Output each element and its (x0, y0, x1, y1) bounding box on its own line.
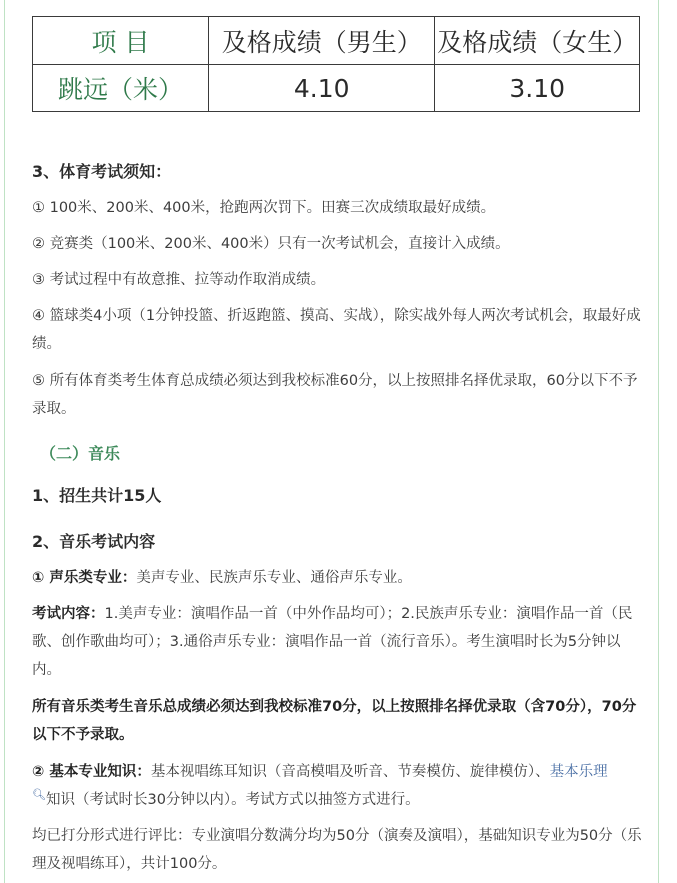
music-content-title: 2、音乐考试内容 (32, 532, 156, 551)
score-table (32, 16, 640, 112)
right-border (658, 0, 659, 883)
basic-text-2: 知识（考试时长30分钟以内）。考试方式以抽签方式进行。 (45, 792, 420, 808)
list-item: ⑤ 所有体育类考生体育总成绩必须达到我校标准60分，以上按照排名择优录取，60分以下不予录取。 (32, 373, 638, 417)
list-item: ② 竞赛类（100米、200米、400米）只有一次考试机会，直接计入成绩。 (32, 236, 510, 252)
header-male: 及格成绩（男生） (209, 17, 435, 65)
music-section-title: （二）音乐 (40, 444, 121, 463)
pe-notice-title: 3、体育考试须知： (32, 162, 172, 181)
table-row (33, 65, 640, 112)
vocal-label: ① 声乐类专业： (32, 570, 137, 586)
vocal-text: 美声专业、民族声乐专业、通俗声乐专业。 (136, 570, 412, 586)
basic-text-1: 基本视唱练耳知识（音高模唱及听音、节奏模仿、旋律模仿）、 (150, 764, 550, 780)
exam-content (32, 600, 646, 684)
scoring-text: 均已打分形式进行评比：专业演唱分数满分均为50分（演奏及演唱），基础知识专业为50分（乐理及视唱练耳），共计100分。 (32, 828, 642, 872)
music-enroll: 1、招生共计15人 (32, 486, 162, 505)
exam-label: 考试内容： (32, 606, 105, 622)
music-theory-link[interactable]: 基本乐理 (549, 764, 608, 780)
table-header-row (33, 17, 640, 65)
cell-event: 跳远（米） (33, 65, 209, 112)
header-female: 及格成绩（女生） (435, 17, 640, 65)
vocal-line (32, 564, 646, 592)
list-item: ③ 考试过程中有故意推、拉等动作取消成绩。 (32, 272, 326, 288)
basic-label: ② 基本专业知识： (32, 764, 151, 780)
music-standard: 所有音乐类考生音乐总成绩必须达到我校标准70分，以上按照排名择优录取（含70分），70分以下不予录取。 (32, 699, 637, 743)
cell-male-score: 4.10 (209, 65, 435, 112)
list-item: ① 100米、200米、400米，抢跑两次罚下。田赛三次成绩取最好成绩。 (32, 200, 496, 216)
exam-text: 1.美声专业：演唱作品一首（中外作品均可）；2.民族声乐专业：演唱作品一首（民歌、创作歌曲均可）；3.通俗声乐专业：演唱作品一首（流行音乐）。考生演唱时长为5分钟以内。 (32, 606, 633, 678)
list-item: ④ 篮球类4小项（1分钟投篮、折返跑篮、摸高、实战），除实战外每人两次考试机会，取最好成绩。 (32, 308, 641, 352)
left-border (4, 0, 5, 883)
basic-knowledge (32, 758, 646, 815)
header-item: 项 目 (33, 17, 209, 65)
search-icon[interactable]: 🔍︎ (32, 788, 46, 801)
cell-female-score: 3.10 (435, 65, 640, 112)
